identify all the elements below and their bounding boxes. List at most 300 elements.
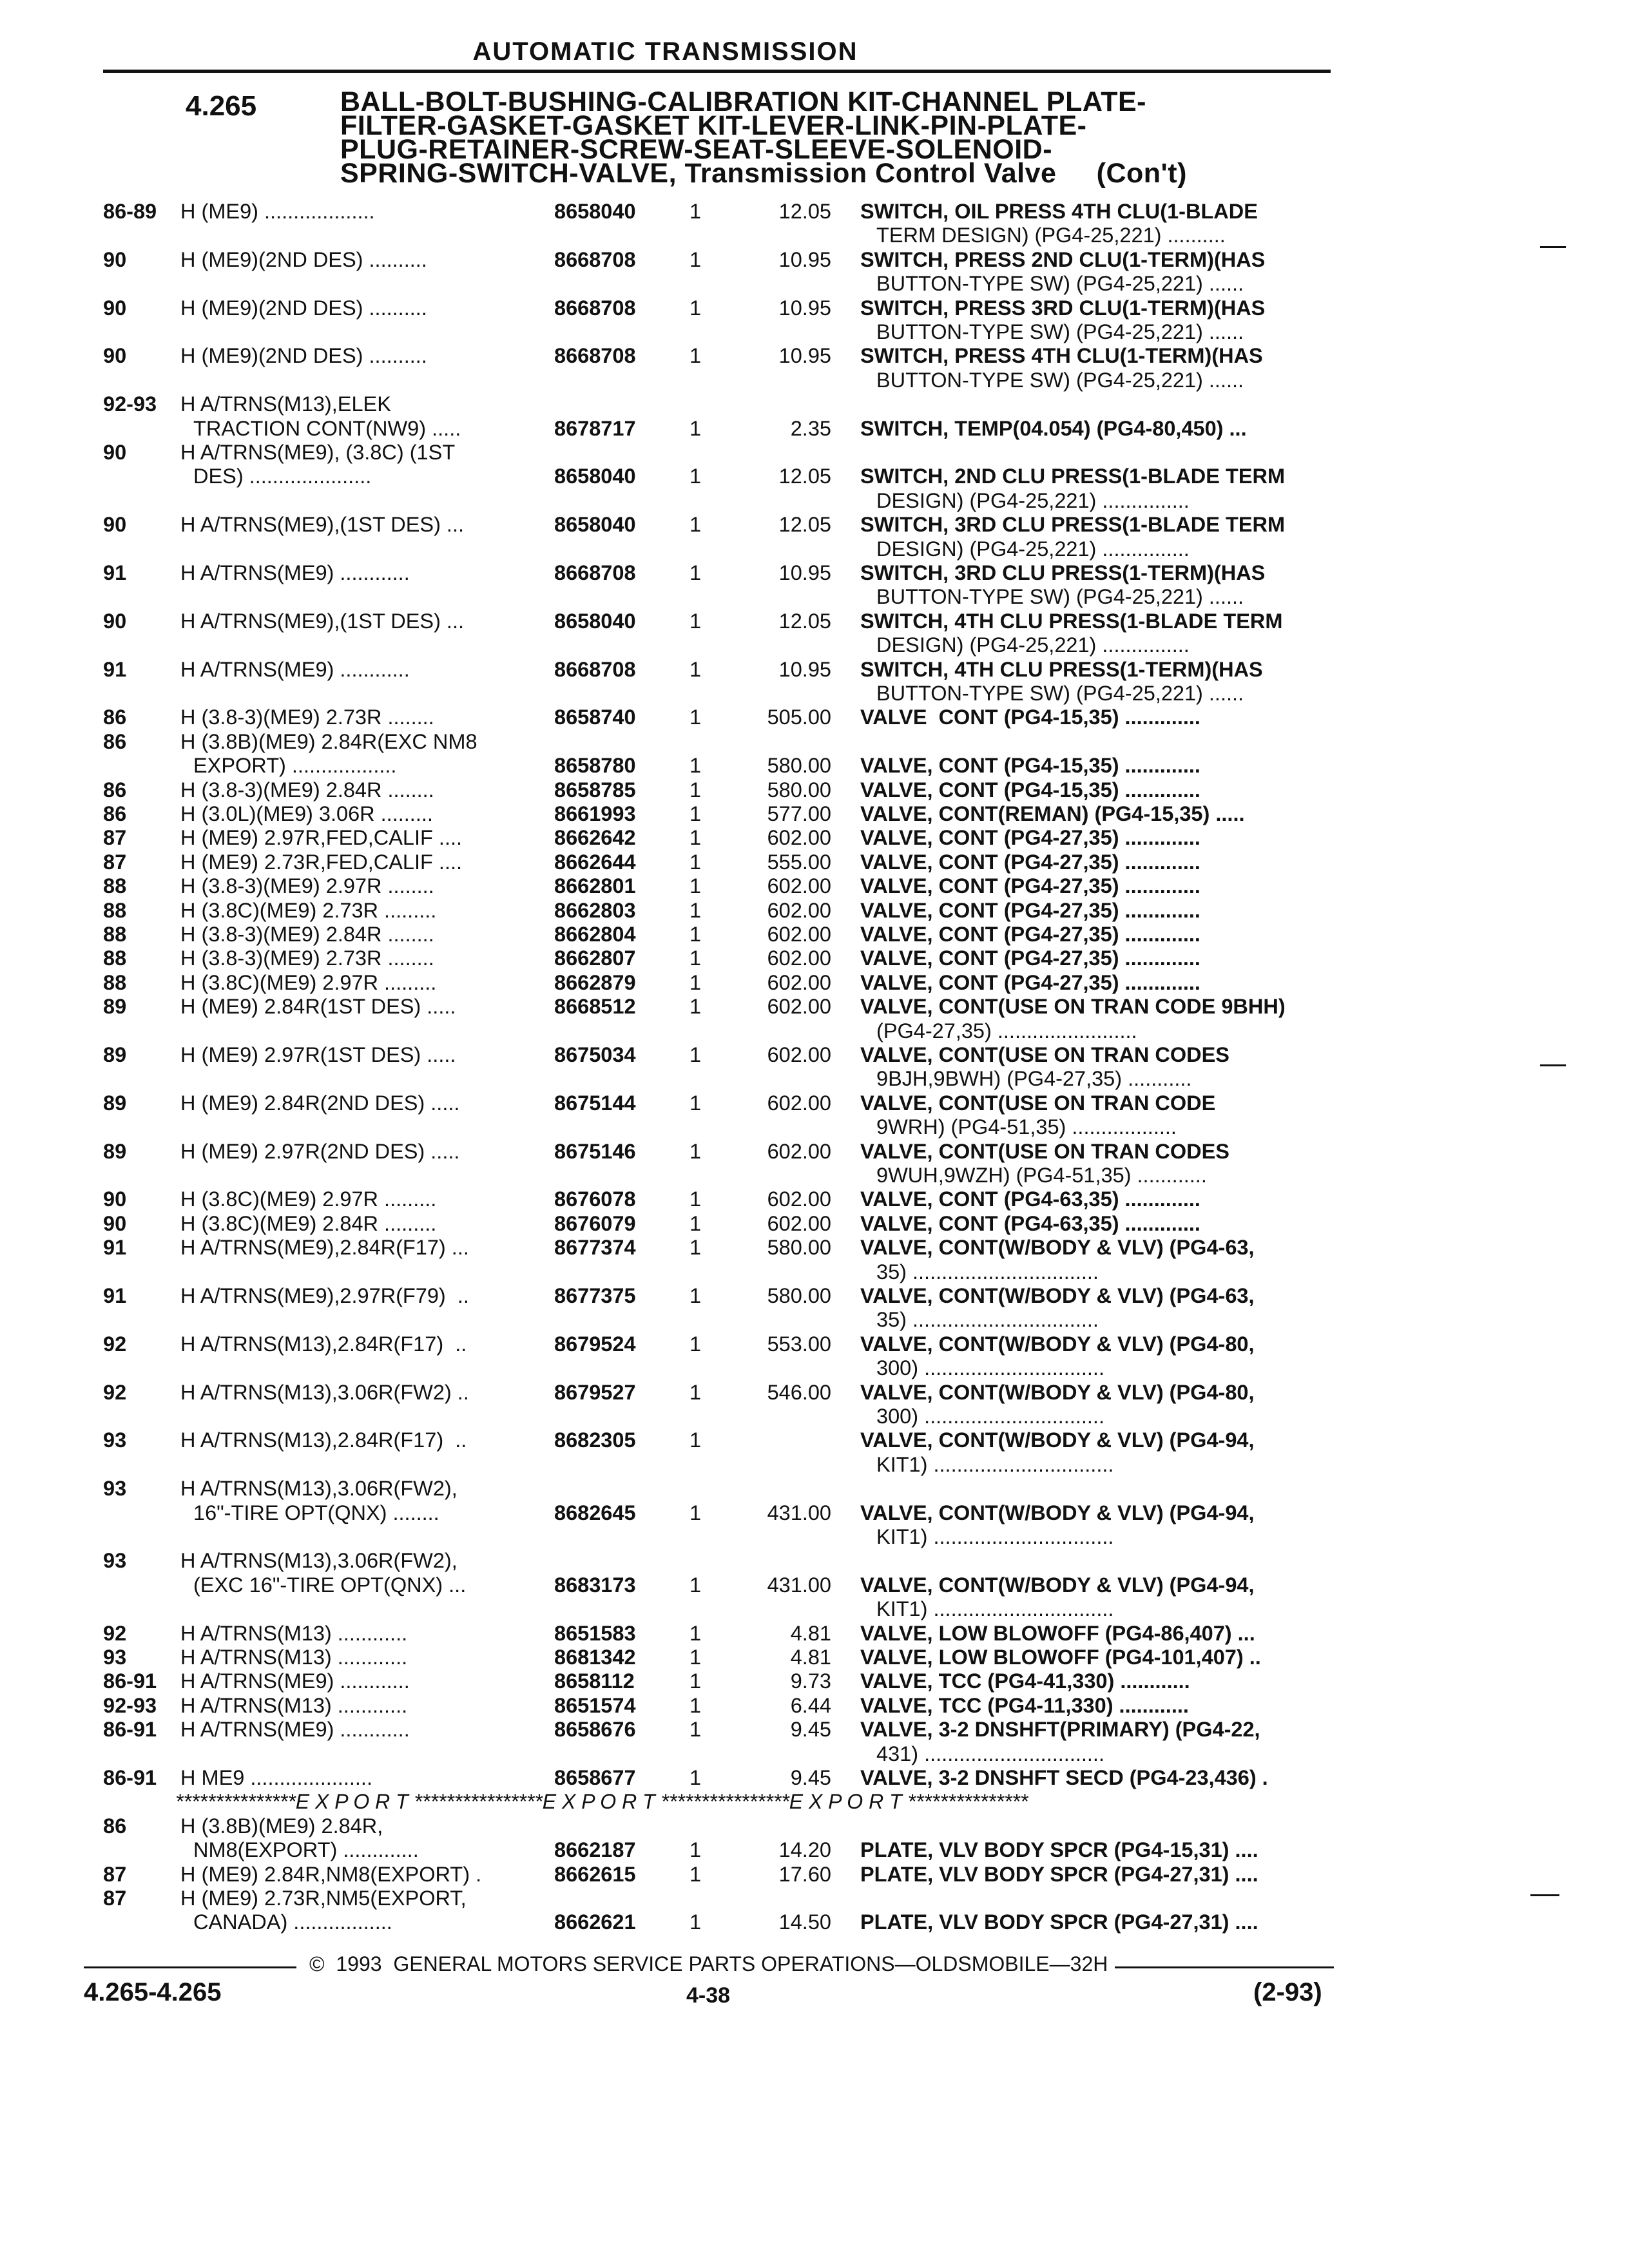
description: VALVE, CONT(W/BODY & VLV) (PG4-94, bbox=[860, 1428, 1255, 1452]
quantity: 1 bbox=[689, 1428, 702, 1452]
quantity: 1 bbox=[689, 1043, 702, 1066]
quantity: 1 bbox=[689, 1380, 702, 1404]
application: H A/TRNS(M13),3.06R(FW2), bbox=[180, 1477, 458, 1501]
description-continued: TERM DESIGN) (PG4-25,221) .......... bbox=[876, 224, 1226, 247]
quantity: 1 bbox=[689, 1718, 702, 1742]
section-title-line: FILTER-GASKET-GASKET KIT-LEVER-LINK-PIN-PLATE- bbox=[340, 110, 1087, 141]
application: H A/TRNS(ME9) ............ bbox=[180, 657, 410, 681]
export-divider: ***************E X P O R T ****************E X P O R T ****************E X P O R T *************** bbox=[175, 1790, 1028, 1814]
quantity: 1 bbox=[689, 1669, 702, 1693]
model-year: 93 bbox=[103, 1477, 127, 1501]
price: 14.50 bbox=[778, 1910, 831, 1934]
quantity: 1 bbox=[689, 1838, 702, 1862]
description: VALVE, CONT(USE ON TRAN CODE 9BHH) bbox=[860, 995, 1286, 1019]
price: 602.00 bbox=[767, 995, 831, 1019]
model-year: 90 bbox=[103, 296, 127, 320]
description: VALVE, CONT (PG4-15,35) ............. bbox=[860, 754, 1200, 778]
description: SWITCH, OIL PRESS 4TH CLU(1-BLADE bbox=[860, 200, 1258, 223]
description: VALVE, CONT (PG4-63,35) ............. bbox=[860, 1211, 1200, 1235]
application: H (ME9) 2.97R(2ND DES) ..... bbox=[180, 1139, 460, 1163]
description: VALVE, TCC (PG4-41,330) ............ bbox=[860, 1669, 1190, 1693]
part-number: 8662807 bbox=[554, 947, 636, 970]
model-year: 92 bbox=[103, 1332, 127, 1356]
price: 6.44 bbox=[790, 1693, 831, 1717]
price: 602.00 bbox=[767, 898, 831, 922]
model-year: 91 bbox=[103, 657, 127, 681]
application: H (3.8C)(ME9) 2.73R ......... bbox=[180, 898, 437, 922]
application: H A/TRNS(M13),2.84R(F17) .. bbox=[180, 1428, 467, 1452]
application-continued: TRACTION CONT(NW9) ..... bbox=[193, 416, 461, 440]
application: H (3.8-3)(ME9) 2.84R ........ bbox=[180, 923, 434, 946]
part-number: 8658040 bbox=[554, 513, 636, 537]
quantity: 1 bbox=[689, 344, 702, 368]
description: PLATE, VLV BODY SPCR (PG4-27,31) .... bbox=[860, 1862, 1258, 1886]
model-year: 91 bbox=[103, 1236, 127, 1260]
quantity: 1 bbox=[689, 1236, 702, 1260]
application: H (ME9) 2.84R,NM8(EXPORT) . bbox=[180, 1862, 482, 1886]
application: H (3.8-3)(ME9) 2.73R ........ bbox=[180, 947, 434, 970]
price: 602.00 bbox=[767, 1187, 831, 1211]
description-continued: BUTTON-TYPE SW) (PG4-25,221) ...... bbox=[876, 682, 1244, 705]
model-year: 87 bbox=[103, 1887, 127, 1910]
model-year: 90 bbox=[103, 513, 127, 537]
description: VALVE, TCC (PG4-11,330) ............ bbox=[860, 1693, 1189, 1717]
description: PLATE, VLV BODY SPCR (PG4-27,31) .... bbox=[860, 1910, 1258, 1934]
quantity: 1 bbox=[689, 1332, 702, 1356]
page-header-title: AUTOMATIC TRANSMISSION bbox=[472, 37, 858, 66]
quantity: 1 bbox=[689, 1187, 702, 1211]
quantity: 1 bbox=[689, 970, 702, 994]
description: VALVE, CONT(W/BODY & VLV) (PG4-63, bbox=[860, 1236, 1255, 1260]
application-continued: CANADA) ................. bbox=[193, 1910, 392, 1934]
price: 10.95 bbox=[778, 296, 831, 320]
price: 9.45 bbox=[790, 1718, 831, 1742]
description-continued: BUTTON-TYPE SW) (PG4-25,221) ...... bbox=[876, 272, 1244, 296]
application: H (3.8B)(ME9) 2.84R(EXC NM8 bbox=[180, 729, 477, 753]
application-continued: EXPORT) .................. bbox=[193, 754, 397, 778]
application-continued: DES) ..................... bbox=[193, 465, 372, 488]
application: H A/TRNS(M13),2.84R(F17) .. bbox=[180, 1332, 467, 1356]
price: 602.00 bbox=[767, 826, 831, 850]
description-continued: 300) ............................... bbox=[876, 1356, 1104, 1380]
application: H (3.8-3)(ME9) 2.73R ........ bbox=[180, 706, 434, 729]
model-year: 86 bbox=[103, 802, 127, 825]
description: PLATE, VLV BODY SPCR (PG4-15,31) .... bbox=[860, 1838, 1258, 1862]
part-number: 8675144 bbox=[554, 1091, 636, 1115]
model-year: 86-89 bbox=[103, 200, 157, 223]
description: VALVE, CONT(USE ON TRAN CODES bbox=[860, 1139, 1229, 1163]
model-year: 86 bbox=[103, 1814, 127, 1838]
model-year: 86 bbox=[103, 706, 127, 729]
quantity: 1 bbox=[689, 657, 702, 681]
model-year: 89 bbox=[103, 1043, 127, 1066]
part-number: 8668708 bbox=[554, 657, 636, 681]
application: H A/TRNS(ME9),2.84R(F17) ... bbox=[180, 1236, 469, 1260]
application: H (3.8-3)(ME9) 2.97R ........ bbox=[180, 874, 434, 898]
application-continued: (EXC 16"-TIRE OPT(QNX) ... bbox=[193, 1573, 467, 1597]
application: H A/TRNS(M13),3.06R(FW2), bbox=[180, 1549, 458, 1573]
application: H (3.8C)(ME9) 2.97R ......... bbox=[180, 1187, 437, 1211]
part-number: 8662644 bbox=[554, 850, 636, 874]
section-number: 4.265 bbox=[186, 90, 257, 122]
description: SWITCH, PRESS 4TH CLU(1-TERM)(HAS bbox=[860, 344, 1263, 368]
margin-mark bbox=[1540, 1064, 1566, 1066]
price: 10.95 bbox=[778, 247, 831, 271]
description: VALVE, CONT (PG4-27,35) ............. bbox=[860, 898, 1200, 922]
model-year: 89 bbox=[103, 1091, 127, 1115]
description-continued: DESIGN) (PG4-25,221) ............... bbox=[876, 633, 1190, 657]
description: VALVE, CONT (PG4-15,35) ............. bbox=[860, 778, 1200, 802]
description-continued: BUTTON-TYPE SW) (PG4-25,221) ...... bbox=[876, 368, 1244, 392]
price: 431.00 bbox=[767, 1573, 831, 1597]
part-number: 8683173 bbox=[554, 1573, 636, 1597]
part-number: 8678717 bbox=[554, 416, 636, 440]
application: H A/TRNS(ME9) ............ bbox=[180, 1669, 410, 1693]
description: VALVE CONT (PG4-15,35) ............. bbox=[860, 706, 1200, 729]
quantity: 1 bbox=[689, 1573, 702, 1597]
price: 602.00 bbox=[767, 1139, 831, 1163]
application: H A/TRNS(M13) ............ bbox=[180, 1621, 408, 1645]
footer-copyright: © 1993 GENERAL MOTORS SERVICE PARTS OPERATIONS—OLDSMOBILE—32H bbox=[309, 1952, 1108, 1975]
description-continued: DESIGN) (PG4-25,221) ............... bbox=[876, 537, 1190, 561]
model-year: 89 bbox=[103, 1139, 127, 1163]
price: 505.00 bbox=[767, 706, 831, 729]
model-year: 92-93 bbox=[103, 392, 157, 416]
price: 580.00 bbox=[767, 754, 831, 778]
part-number: 8662803 bbox=[554, 898, 636, 922]
quantity: 1 bbox=[689, 778, 702, 802]
part-number: 8651583 bbox=[554, 1621, 636, 1645]
part-number: 8658785 bbox=[554, 778, 636, 802]
application: H (3.8C)(ME9) 2.84R ......... bbox=[180, 1211, 437, 1235]
price: 12.05 bbox=[778, 609, 831, 633]
quantity: 1 bbox=[689, 850, 702, 874]
description: VALVE, CONT(W/BODY & VLV) (PG4-80, bbox=[860, 1332, 1255, 1356]
model-year: 93 bbox=[103, 1549, 127, 1573]
part-number: 8679527 bbox=[554, 1380, 636, 1404]
description: VALVE, CONT(W/BODY & VLV) (PG4-94, bbox=[860, 1501, 1255, 1524]
quantity: 1 bbox=[689, 1501, 702, 1524]
footer-page-number: 4-38 bbox=[686, 1983, 731, 2008]
part-number: 8658112 bbox=[554, 1669, 635, 1693]
price: 4.81 bbox=[790, 1621, 831, 1645]
description: SWITCH, 3RD CLU PRESS(1-BLADE TERM bbox=[860, 513, 1286, 537]
part-number: 8662642 bbox=[554, 826, 636, 850]
part-number: 8662801 bbox=[554, 874, 636, 898]
model-year: 88 bbox=[103, 970, 127, 994]
section-title-line: PLUG-RETAINER-SCREW-SEAT-SLEEVE-SOLENOID- bbox=[340, 134, 1053, 165]
model-year: 87 bbox=[103, 1862, 127, 1886]
description-continued: 300) ............................... bbox=[876, 1405, 1104, 1428]
application: H (3.8B)(ME9) 2.84R, bbox=[180, 1814, 383, 1838]
quantity: 1 bbox=[689, 1091, 702, 1115]
price: 602.00 bbox=[767, 1091, 831, 1115]
quantity: 1 bbox=[689, 826, 702, 850]
description-continued: KIT1) ............................... bbox=[876, 1452, 1114, 1476]
price: 602.00 bbox=[767, 874, 831, 898]
price: 10.95 bbox=[778, 344, 831, 368]
price: 577.00 bbox=[767, 802, 831, 825]
application: H A/TRNS(M13),ELEK bbox=[180, 392, 391, 416]
application: H (3.8C)(ME9) 2.97R ......... bbox=[180, 970, 437, 994]
header-rule bbox=[103, 70, 1331, 73]
part-number: 8677375 bbox=[554, 1284, 636, 1307]
application: H (ME9) 2.84R(1ST DES) ..... bbox=[180, 995, 456, 1019]
description: VALVE, CONT (PG4-27,35) ............. bbox=[860, 874, 1200, 898]
section-title bbox=[340, 86, 1275, 189]
price: 12.05 bbox=[778, 200, 831, 223]
description: VALVE, CONT (PG4-27,35) ............. bbox=[860, 947, 1200, 970]
quantity: 1 bbox=[689, 609, 702, 633]
description: VALVE, CONT(USE ON TRAN CODE bbox=[860, 1091, 1216, 1115]
quantity: 1 bbox=[689, 513, 702, 537]
application-continued: 16"-TIRE OPT(QNX) ........ bbox=[193, 1501, 439, 1524]
model-year: 92 bbox=[103, 1380, 127, 1404]
description-continued: KIT1) ............................... bbox=[876, 1597, 1114, 1621]
price: 546.00 bbox=[767, 1380, 831, 1404]
quantity: 1 bbox=[689, 1646, 702, 1669]
quantity: 1 bbox=[689, 754, 702, 778]
part-number: 8682645 bbox=[554, 1501, 636, 1524]
description-continued: 9WRH) (PG4-51,35) .................. bbox=[876, 1115, 1177, 1139]
model-year: 86-91 bbox=[103, 1669, 157, 1693]
description: VALVE, LOW BLOWOFF (PG4-86,407) ... bbox=[860, 1621, 1255, 1645]
footer-rule-left bbox=[84, 1966, 296, 1968]
price: 555.00 bbox=[767, 850, 831, 874]
application: H ME9 ..................... bbox=[180, 1766, 372, 1789]
description: SWITCH, 4TH CLU PRESS(1-BLADE TERM bbox=[860, 609, 1283, 633]
part-number: 8662187 bbox=[554, 1838, 636, 1862]
price: 431.00 bbox=[767, 1501, 831, 1524]
application: H (ME9) 2.97R(1ST DES) ..... bbox=[180, 1043, 456, 1066]
margin-mark bbox=[1530, 1894, 1559, 1896]
part-number: 8662621 bbox=[554, 1910, 636, 1934]
model-year: 92 bbox=[103, 1621, 127, 1645]
part-number: 8668708 bbox=[554, 344, 636, 368]
application-continued: NM8(EXPORT) ............. bbox=[193, 1838, 419, 1862]
description: SWITCH, 4TH CLU PRESS(1-TERM)(HAS bbox=[860, 657, 1263, 681]
part-number: 8658040 bbox=[554, 200, 636, 223]
application: H (3.0L)(ME9) 3.06R ......... bbox=[180, 802, 433, 825]
quantity: 1 bbox=[689, 1766, 702, 1789]
description: VALVE, CONT(W/BODY & VLV) (PG4-94, bbox=[860, 1573, 1255, 1597]
description: VALVE, 3-2 DNSHFT(PRIMARY) (PG4-22, bbox=[860, 1718, 1260, 1742]
price: 2.35 bbox=[790, 416, 831, 440]
section-title-line: BALL-BOLT-BUSHING-CALIBRATION KIT-CHANNEL PLATE- bbox=[340, 86, 1146, 117]
part-number: 8661993 bbox=[554, 802, 636, 825]
part-number: 8662615 bbox=[554, 1862, 636, 1886]
price: 553.00 bbox=[767, 1332, 831, 1356]
description: VALVE, CONT (PG4-27,35) ............. bbox=[860, 850, 1200, 874]
description-continued: 9BJH,9BWH) (PG4-27,35) ........... bbox=[876, 1067, 1192, 1091]
description: VALVE, 3-2 DNSHFT SECD (PG4-23,436) . bbox=[860, 1766, 1268, 1789]
quantity: 1 bbox=[689, 1211, 702, 1235]
description-continued: KIT1) ............................... bbox=[876, 1525, 1114, 1548]
price: 17.60 bbox=[778, 1862, 831, 1886]
quantity: 1 bbox=[689, 1621, 702, 1645]
model-year: 86-91 bbox=[103, 1718, 157, 1742]
model-year: 90 bbox=[103, 247, 127, 271]
application: H A/TRNS(ME9), (3.8C) (1ST bbox=[180, 441, 456, 464]
quantity: 1 bbox=[689, 247, 702, 271]
model-year: 87 bbox=[103, 826, 127, 850]
description: VALVE, CONT(W/BODY & VLV) (PG4-80, bbox=[860, 1380, 1255, 1404]
part-number: 8681342 bbox=[554, 1646, 636, 1669]
quantity: 1 bbox=[689, 1693, 702, 1717]
price: 602.00 bbox=[767, 923, 831, 946]
application: H A/TRNS(ME9) ............ bbox=[180, 1718, 410, 1742]
description-continued: 9WUH,9WZH) (PG4-51,35) ............ bbox=[876, 1164, 1207, 1187]
model-year: 90 bbox=[103, 441, 127, 464]
quantity: 1 bbox=[689, 1284, 702, 1307]
application: H (ME9)(2ND DES) .......... bbox=[180, 344, 427, 368]
price: 12.05 bbox=[778, 513, 831, 537]
part-number: 8658040 bbox=[554, 465, 636, 488]
quantity: 1 bbox=[689, 1862, 702, 1886]
quantity: 1 bbox=[689, 200, 702, 223]
part-number: 8668512 bbox=[554, 995, 636, 1019]
application: H (ME9) ................... bbox=[180, 200, 375, 223]
part-number: 8679524 bbox=[554, 1332, 636, 1356]
application: H A/TRNS(M13) ............ bbox=[180, 1693, 408, 1717]
part-number: 8675034 bbox=[554, 1043, 636, 1066]
description-continued: (PG4-27,35) ........................ bbox=[876, 1019, 1137, 1043]
description-continued: 431) ............................... bbox=[876, 1742, 1104, 1765]
application: H A/TRNS(ME9),(1ST DES) ... bbox=[180, 609, 465, 633]
application: H (ME9)(2ND DES) .......... bbox=[180, 296, 427, 320]
footer-date: (2-93) bbox=[1253, 1978, 1322, 2006]
price: 602.00 bbox=[767, 970, 831, 994]
footer-rule-right bbox=[1115, 1966, 1334, 1968]
model-year: 91 bbox=[103, 561, 127, 584]
quantity: 1 bbox=[689, 802, 702, 825]
application: H A/TRNS(M13),3.06R(FW2) .. bbox=[180, 1380, 469, 1404]
margin-mark bbox=[1540, 246, 1566, 248]
application: H (ME9)(2ND DES) .......... bbox=[180, 247, 427, 271]
description: SWITCH, 2ND CLU PRESS(1-BLADE TERM bbox=[860, 465, 1286, 488]
part-number: 8651574 bbox=[554, 1693, 636, 1717]
quantity: 1 bbox=[689, 874, 702, 898]
model-year: 88 bbox=[103, 923, 127, 946]
price: 10.95 bbox=[778, 657, 831, 681]
description: SWITCH, TEMP(04.054) (PG4-80,450) ... bbox=[860, 416, 1247, 440]
quantity: 1 bbox=[689, 561, 702, 584]
description: VALVE, LOW BLOWOFF (PG4-101,407) .. bbox=[860, 1646, 1261, 1669]
price: 9.73 bbox=[790, 1669, 831, 1693]
price: 10.95 bbox=[778, 561, 831, 584]
part-number: 8658040 bbox=[554, 609, 636, 633]
description: SWITCH, PRESS 3RD CLU(1-TERM)(HAS bbox=[860, 296, 1266, 320]
quantity: 1 bbox=[689, 947, 702, 970]
quantity: 1 bbox=[689, 995, 702, 1019]
application: H (ME9) 2.97R,FED,CALIF .... bbox=[180, 826, 463, 850]
model-year: 86 bbox=[103, 778, 127, 802]
application: H A/TRNS(ME9),(1ST DES) ... bbox=[180, 513, 465, 537]
price: 12.05 bbox=[778, 465, 831, 488]
model-year: 91 bbox=[103, 1284, 127, 1307]
description: VALVE, CONT (PG4-27,35) ............. bbox=[860, 923, 1200, 946]
model-year: 86-91 bbox=[103, 1766, 157, 1789]
description: SWITCH, 3RD CLU PRESS(1-TERM)(HAS bbox=[860, 561, 1266, 584]
description: SWITCH, PRESS 2ND CLU(1-TERM)(HAS bbox=[860, 247, 1266, 271]
description-continued: DESIGN) (PG4-25,221) ............... bbox=[876, 488, 1190, 512]
price: 580.00 bbox=[767, 1284, 831, 1307]
part-number: 8677374 bbox=[554, 1236, 636, 1260]
quantity: 1 bbox=[689, 465, 702, 488]
price: 580.00 bbox=[767, 778, 831, 802]
model-year: 90 bbox=[103, 1211, 127, 1235]
model-year: 90 bbox=[103, 609, 127, 633]
price: 580.00 bbox=[767, 1236, 831, 1260]
model-year: 90 bbox=[103, 1187, 127, 1211]
price bbox=[709, 1428, 831, 1452]
price: 9.45 bbox=[790, 1766, 831, 1789]
model-year: 88 bbox=[103, 874, 127, 898]
model-year: 93 bbox=[103, 1428, 127, 1452]
part-number: 8658676 bbox=[554, 1718, 636, 1742]
quantity: 1 bbox=[689, 1910, 702, 1934]
part-number: 8676078 bbox=[554, 1187, 636, 1211]
description: VALVE, CONT(W/BODY & VLV) (PG4-63, bbox=[860, 1284, 1255, 1307]
quantity: 1 bbox=[689, 416, 702, 440]
part-number: 8662804 bbox=[554, 923, 636, 946]
application: H A/TRNS(ME9) ............ bbox=[180, 561, 410, 584]
model-year: 89 bbox=[103, 995, 127, 1019]
part-number: 8668708 bbox=[554, 247, 636, 271]
application: H (ME9) 2.73R,FED,CALIF .... bbox=[180, 850, 463, 874]
price: 602.00 bbox=[767, 1211, 831, 1235]
part-number: 8662879 bbox=[554, 970, 636, 994]
section-title-line: SPRING-SWITCH-VALVE, Transmission Control Valve (Con't) bbox=[340, 158, 1187, 189]
price: 602.00 bbox=[767, 947, 831, 970]
quantity: 1 bbox=[689, 296, 702, 320]
part-number: 8668708 bbox=[554, 296, 636, 320]
model-year: 86 bbox=[103, 729, 127, 753]
description-continued: 35) ................................ bbox=[876, 1308, 1099, 1332]
application: H A/TRNS(M13) ............ bbox=[180, 1646, 408, 1669]
footer-section-range: 4.265-4.265 bbox=[84, 1978, 222, 2006]
application: H A/TRNS(ME9),2.97R(F79) .. bbox=[180, 1284, 469, 1307]
description: VALVE, CONT (PG4-27,35) ............. bbox=[860, 826, 1200, 850]
quantity: 1 bbox=[689, 706, 702, 729]
part-number: 8668708 bbox=[554, 561, 636, 584]
quantity: 1 bbox=[689, 898, 702, 922]
application: H (3.8-3)(ME9) 2.84R ........ bbox=[180, 778, 434, 802]
description: VALVE, CONT(USE ON TRAN CODES bbox=[860, 1043, 1229, 1066]
description-continued: 35) ................................ bbox=[876, 1260, 1099, 1283]
model-year: 92-93 bbox=[103, 1693, 157, 1717]
price: 14.20 bbox=[778, 1838, 831, 1862]
price: 4.81 bbox=[790, 1646, 831, 1669]
part-number: 8675146 bbox=[554, 1139, 636, 1163]
description-continued: BUTTON-TYPE SW) (PG4-25,221) ...... bbox=[876, 320, 1244, 343]
part-number: 8676079 bbox=[554, 1211, 636, 1235]
part-number: 8682305 bbox=[554, 1428, 636, 1452]
price: 602.00 bbox=[767, 1043, 831, 1066]
model-year: 93 bbox=[103, 1646, 127, 1669]
model-year: 88 bbox=[103, 947, 127, 970]
part-number: 8658677 bbox=[554, 1766, 636, 1789]
model-year: 87 bbox=[103, 850, 127, 874]
description: VALVE, CONT (PG4-63,35) ............. bbox=[860, 1187, 1200, 1211]
quantity: 1 bbox=[689, 923, 702, 946]
quantity: 1 bbox=[689, 1139, 702, 1163]
part-number: 8658740 bbox=[554, 706, 636, 729]
description-continued: BUTTON-TYPE SW) (PG4-25,221) ...... bbox=[876, 585, 1244, 609]
description: VALVE, CONT(REMAN) (PG4-15,35) ..... bbox=[860, 802, 1245, 825]
description: VALVE, CONT (PG4-27,35) ............. bbox=[860, 970, 1200, 994]
model-year: 88 bbox=[103, 898, 127, 922]
